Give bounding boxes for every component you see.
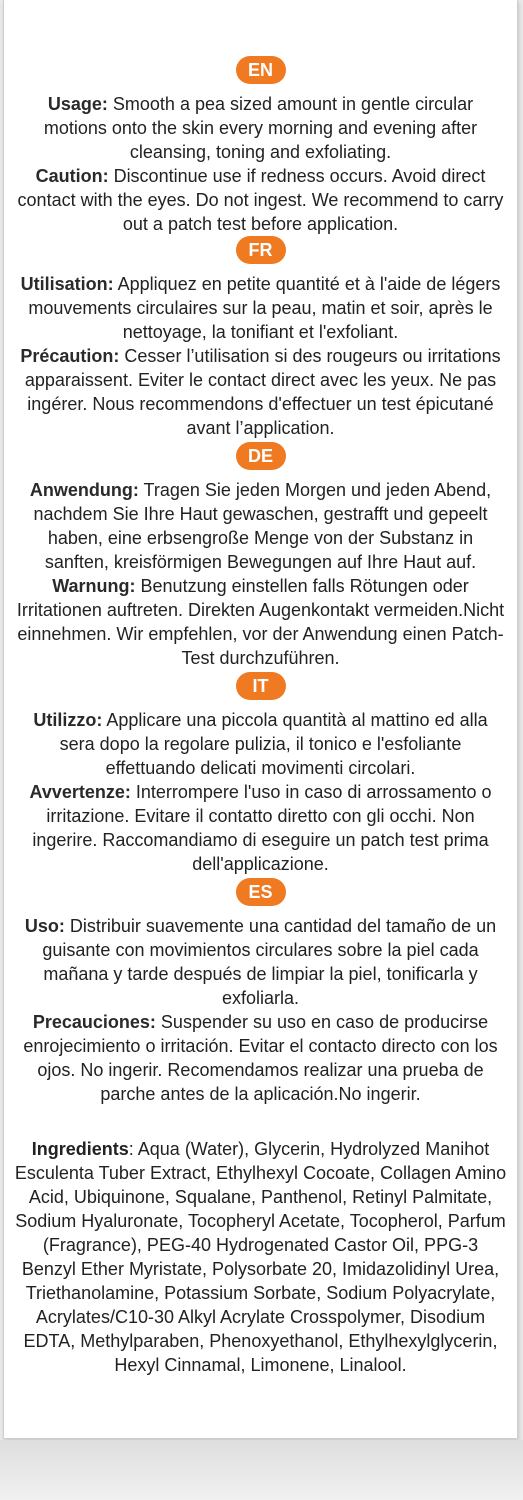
caution-paragraph (4, 780, 517, 876)
caution-paragraph (4, 574, 517, 670)
usage-text: Tragen Sie jeden Morgen und jeden Abend, nachdem Sie Ihre Haut gewaschen, gestrafft und gepeelt haben, eine erbsengroße Menge von der Substanz in sanften, kreisförmigen Bewegungen auf Ihre Haut auf. (33, 480, 492, 572)
section-es (4, 878, 517, 1106)
caution-label: Avvertenze: (29, 782, 131, 802)
usage-paragraph (4, 272, 517, 344)
usage-text: Appliquez en petite quantité et à l'aide de légers mouvements circulaires sur la peau, matin et soir, après le nettoyage, la tonifiant et l'exfoliant. (28, 274, 501, 342)
caution-text: Suspender su uso en caso de producirse enrojecimiento o irritación. Evitar el contacto directo con los ojos. No ingerir. Recomendamos realizar una prueba de parche antes de la aplicación.No ingerir. (23, 1012, 498, 1104)
section-fr (4, 236, 517, 440)
ingredients-label: Ingredients (31, 1139, 129, 1159)
caution-paragraph (4, 344, 517, 440)
caution-label: Warnung: (52, 576, 136, 596)
language-badge-es: ES (236, 878, 286, 906)
caution-text: Discontinue use if redness occurs. Avoid direct contact with the eyes. Do not ingest. We recommend to carry out a patch test before application. (17, 166, 504, 234)
usage-text: Smooth a pea sized amount in gentle circular motions onto the skin every morning and evening after cleansing, toning and exfoliating. (43, 94, 478, 162)
usage-text: Applicare una piccola quantità al mattino ed alla sera dopo la regolare pulizia, il tonico e l'esfoliante effettuando delicati movimenti circolari. (59, 710, 488, 778)
ingredients-paragraph (4, 1137, 517, 1377)
usage-label: Usage: (47, 94, 108, 114)
caution-label: Precauciones: (32, 1012, 156, 1032)
caution-paragraph (4, 164, 517, 236)
usage-paragraph (4, 708, 517, 780)
bottom-background (0, 1440, 523, 1500)
caution-paragraph (4, 1010, 517, 1106)
usage-label: Uso: (24, 916, 65, 936)
language-badge-de: DE (236, 442, 286, 470)
ingredients-text: : Aqua (Water), Glycerin, Hydrolyzed Manihot Esculenta Tuber Extract, Ethylhexyl Cocoate, Collagen Amino Acid, Ubiquinone, Squalane, Panthenol, Retinyl Palmitate, Sodium Hyaluronate, Tocopheryl Acetate, Tocopherol, Parfum (Fragrance), PEG-40 Hydrogenated Castor Oil, PPG-3 Benzyl Ether Myristate, Polysorbate 20, Imidazolidinyl Urea, Triethanolamine, Potassium Sorbate, Sodium Polyacrylate, Acrylates/C10-30 Alkyl Acrylate Crosspolymer, Disodium EDTA, Methylparaben, Phenoxyethanol, Ethylhexylglycerin, Hexyl Cinnamal, Limonene, Linalool. (14, 1139, 507, 1375)
section-de (4, 442, 517, 670)
usage-label: Utilisation: (20, 274, 114, 294)
usage-paragraph (4, 478, 517, 574)
usage-label: Utilizzo: (33, 710, 103, 730)
usage-text: Distribuir suavemente una cantidad del tamaño de un guisante con movimientos circulares sobre la piel cada mañana y tarde después de limpiar la piel, tonificarla y exfoliarla. (42, 916, 497, 1008)
label-panel (3, 0, 518, 1439)
caution-text: Cesser l’utilisation si des rougeurs ou irritations apparaissent. Eviter le contact direct avec les yeux. Ne pas ingérer. Nous recommendons d'effectuer un test épicutané avant l’application. (24, 346, 501, 438)
usage-paragraph (4, 92, 517, 164)
language-badge-en: EN (236, 56, 286, 84)
language-badge-fr: FR (236, 236, 286, 264)
section-en (4, 56, 517, 236)
language-badge-it: IT (236, 672, 286, 700)
caution-label: Caution: (35, 166, 109, 186)
caution-text: Benutzung einstellen falls Rötungen oder Irritationen auftreten. Direkten Augenkontakt vermeiden.Nicht einnehmen. Wir empfehlen, vor der Anwendung einen Patch-Test durchzuführen. (16, 576, 505, 668)
section-it (4, 672, 517, 876)
caution-text: Interrompere l'uso in caso di arrossamento o irritazione. Evitare il contatto diretto con gli occhi. Non ingerire. Raccomandiamo di eseguire un patch test prima dell'applicazione. (32, 782, 492, 874)
usage-paragraph (4, 914, 517, 1010)
ingredients-section (4, 1137, 517, 1377)
caution-label: Précaution: (20, 346, 120, 366)
usage-label: Anwendung: (29, 480, 139, 500)
